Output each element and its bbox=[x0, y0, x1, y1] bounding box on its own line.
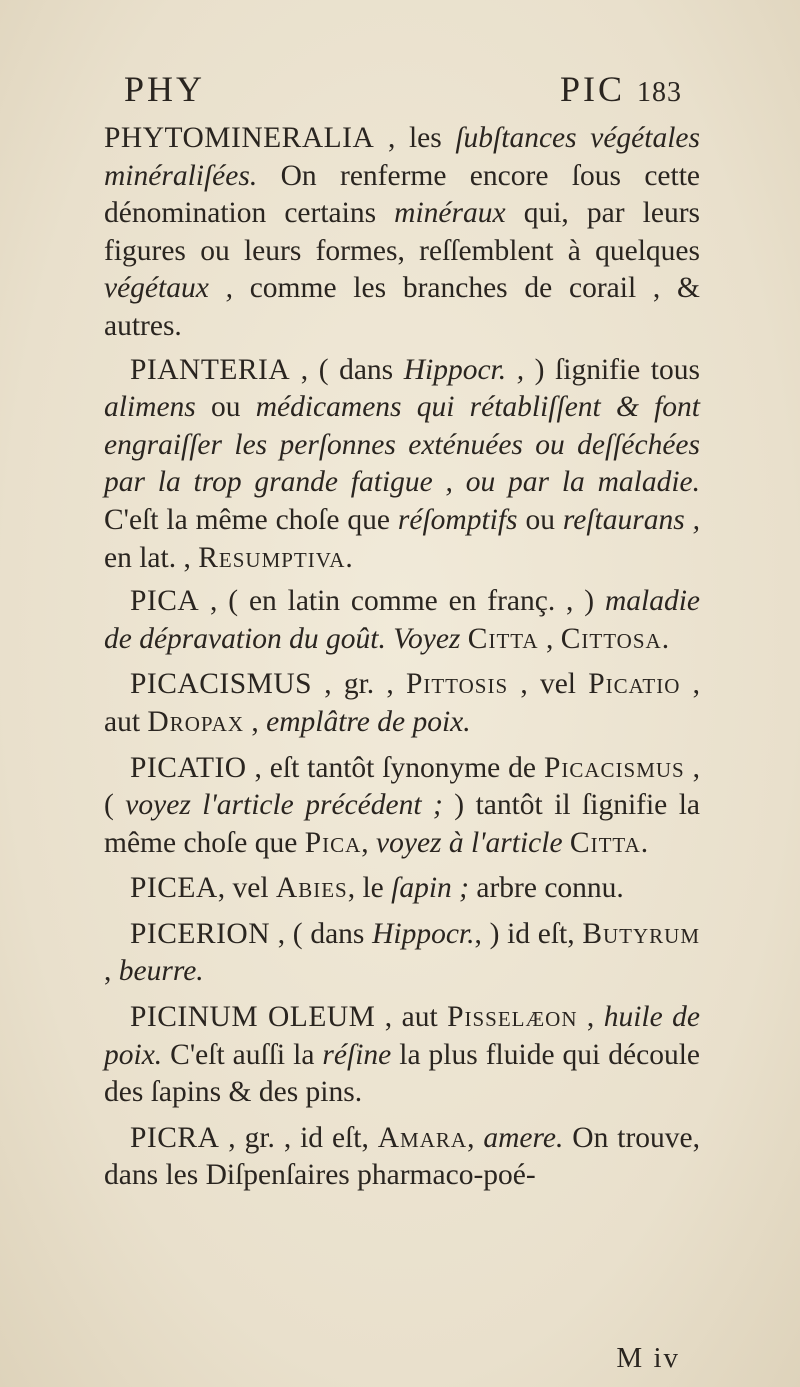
entry-picatio: PICATIO , eſt tantôt ſynonyme de Picacismus , ( voyez l'article précédent ; ) tantôt il ſignifie la même choſe que Pica, voyez à l'article Citta. bbox=[104, 751, 701, 859]
dictionary-text bbox=[104, 120, 700, 1203]
headword: PICERION bbox=[130, 917, 271, 950]
headword: PICA bbox=[130, 585, 200, 618]
entry-pica: PICA , ( en latin comme en franç. , ) maladie de dépravation du goût. Voyez Citta , Cittosa. bbox=[104, 585, 700, 655]
entry-phytomineralia: PHYTOMINERALIA , les ſubſtances végétales minéraliſées. On renferme encore ſous cette dénomination certains minéraux qui, par leurs figures ou leurs formes, reſſemblent à quelques végétaux , comme les branches de corail , & autres. bbox=[104, 122, 700, 342]
page-number: 183 bbox=[637, 77, 682, 108]
header-right bbox=[560, 68, 682, 110]
headword: PIANTERIA bbox=[130, 353, 291, 386]
entry-picinum-oleum: PICINUM OLEUM , aut Pisselæon , huile de poix. C'eſt auſſi la réſine la plus fluide qui découle des ſapins & des pins. bbox=[104, 1001, 700, 1109]
header-left-word: PHY bbox=[124, 69, 206, 109]
header-right-word: PIC bbox=[559, 69, 625, 109]
headword: PICACISMUS bbox=[130, 668, 313, 701]
headword: PICEA bbox=[130, 872, 218, 905]
entry-picerion: PICERION , ( dans Hippocr., ) id eſt, Butyrum , beurre. bbox=[104, 917, 700, 988]
entry-picea: PICEA, vel Abies, le ſapin ; arbre connu. bbox=[130, 872, 624, 905]
entry-picra: PICRA , gr. , id eſt, Amara, amere. On trouve, dans les Diſpenſaires pharmaco-poé- bbox=[104, 1121, 701, 1192]
headword: PHYTOMINERALIA bbox=[104, 122, 375, 154]
signature-mark: M iv bbox=[616, 1342, 680, 1374]
headword: PICINUM OLEUM bbox=[130, 1001, 376, 1034]
headword: PICATIO bbox=[130, 751, 247, 784]
entry-pianteria: PIANTERIA , ( dans Hippocr. , ) ſignifie tous alimens ou médicamens qui rétabliſſent & font engraiſſer les perſonnes exténuées ou deſſéchées par la trop grande fatigue , ou par la maladie. C'eſt la même choſe que réſomptifs ou reſtaurans , en lat. , Resumptiva. bbox=[104, 353, 700, 574]
entry-picacismus: PICACISMUS , gr. , Pittosis , vel Picatio , aut Dropax , emplâtre de poix. bbox=[104, 668, 700, 738]
running-header bbox=[118, 68, 682, 118]
headword: PICRA bbox=[130, 1121, 220, 1154]
